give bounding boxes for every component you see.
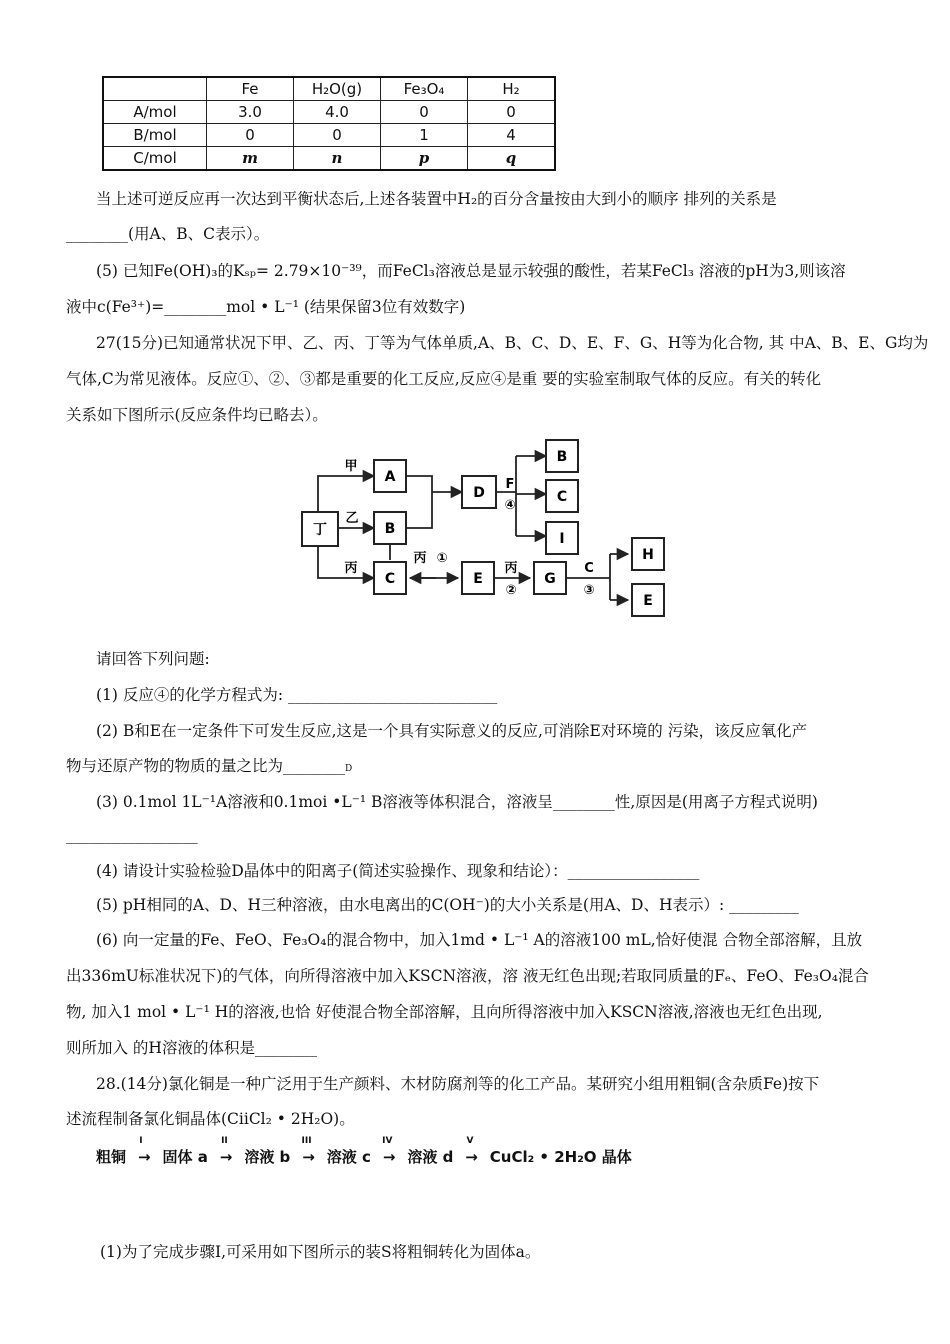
flow-item: CuCl₂ • 2H₂O 晶体 bbox=[489, 1148, 632, 1166]
sub-q1: (1) 反应④的化学方程式为: ___________________________ bbox=[96, 686, 498, 704]
table-header-cell: H₂ bbox=[468, 77, 556, 101]
sub-q6-line4: 则所加入 的H溶液的体积是________ bbox=[66, 1039, 317, 1057]
reaction-data-table bbox=[102, 76, 556, 171]
flow-step-label: V bbox=[466, 1136, 474, 1146]
table-cell: 1 bbox=[381, 124, 468, 147]
q27-line1: 27(15分)已知通常状况下甲、乙、丙、丁等为气体单质,A、B、C、D、E、F、G、H等为化合物, 其 中A、B、E、G均为 bbox=[96, 334, 929, 352]
svg-text:A: A bbox=[384, 469, 396, 485]
node-E bbox=[462, 562, 494, 594]
sub-q2-line2 bbox=[66, 754, 352, 776]
flow-step-label: II bbox=[221, 1136, 228, 1146]
svg-text:B: B bbox=[556, 449, 568, 465]
flow-item: 固体 a bbox=[162, 1148, 208, 1166]
process-flow bbox=[96, 1136, 632, 1167]
svg-text:I: I bbox=[559, 531, 565, 547]
table-row bbox=[103, 124, 555, 147]
edge-ding-A bbox=[318, 476, 374, 512]
table-cell: 0 bbox=[381, 101, 468, 124]
sub-q6-line3: 物, 加入1 mol • L⁻¹ H的溶液,也恰 好使混合物全部溶解，且向所得溶液中加入KSCN溶液,溶液也无红色出现, bbox=[66, 1003, 823, 1021]
flow-step-label: I bbox=[139, 1136, 143, 1146]
q5-line2: 液中c(Fe³⁺)=________mol • L⁻¹ (结果保留3位有效数字) bbox=[66, 298, 466, 316]
svg-text:B: B bbox=[384, 521, 396, 537]
sub-q6-line1: (6) 向一定量的Fe、FeO、Fe₃O₄的混合物中，加入1md • L⁻¹ A的溶液100 mL,恰好使混 合物全部溶解，且放 bbox=[96, 931, 863, 949]
edge-AB-join bbox=[406, 476, 432, 528]
node-G bbox=[534, 562, 566, 594]
edge-label-bing3: 丙 bbox=[504, 561, 518, 576]
node-C bbox=[374, 562, 406, 594]
row-label: B/mol bbox=[103, 124, 207, 147]
edge-label-circle2: ② bbox=[505, 583, 517, 598]
sub-q3-blank: _________________ bbox=[66, 826, 198, 844]
edge-label-C: C bbox=[584, 561, 594, 576]
flow-arrow: II → bbox=[219, 1136, 233, 1166]
table-cell: 0 bbox=[468, 101, 556, 124]
svg-text:H: H bbox=[642, 547, 654, 563]
node-A bbox=[374, 460, 406, 492]
q5-line1: (5) 已知Fe(OH)₃的Kₛₚ= 2.79×10⁻³⁹，而FeCl₃溶液总是显示较强的酸性，若某FeCl₃ 溶液的pH为3,则该溶 bbox=[96, 262, 846, 280]
edge-label-F: F bbox=[505, 477, 515, 492]
flow-item: 溶液 d bbox=[407, 1148, 454, 1166]
svg-text:C: C bbox=[384, 571, 396, 587]
p1-line1: 当上述可逆反应再一次达到平衡状态后,上述各装置中H₂的百分含量按由大到小的顺序 排列的关系是 bbox=[96, 190, 777, 208]
node-H bbox=[632, 538, 664, 570]
svg-text:D: D bbox=[473, 485, 485, 501]
flow-arrow: V → bbox=[465, 1136, 478, 1166]
row-label: A/mol bbox=[103, 101, 207, 124]
ask-line: 请回答下列问题: bbox=[96, 650, 210, 668]
flow-arrow: IV → bbox=[382, 1136, 396, 1166]
edge-label-jia: 甲 bbox=[344, 459, 358, 474]
table-cell: 4.0 bbox=[294, 101, 381, 124]
sub-q6-line2: 出336mU标准状况下)的气体，向所得溶液中加入KSCN溶液，溶 液无红色出现;若取同质量的Fₑ、FeO、Fe₃O₄混合 bbox=[66, 967, 869, 985]
reaction-flow-diagram bbox=[296, 432, 686, 622]
edge-label-circle1: ① bbox=[436, 551, 448, 566]
sub-q4: (4) 请设计实验检验D晶体中的阳离子(简述实验操作、现象和结论）：_________________ bbox=[96, 862, 700, 880]
sub-q2-line1: (2) B和E在一定条件下可发生反应,这是一个具有实际意义的反应,可消除E对环境的 污染，该反应氧化产 bbox=[96, 722, 808, 740]
flow-step-label: IV bbox=[382, 1136, 393, 1146]
svg-text:E: E bbox=[473, 571, 483, 587]
edge-label-bing1: 丙 bbox=[344, 561, 358, 576]
table-row bbox=[103, 101, 555, 124]
edge-label-yi: 乙 bbox=[345, 511, 359, 526]
node-I bbox=[546, 522, 578, 554]
table-cell: 3.0 bbox=[207, 101, 294, 124]
last-line: (1)为了完成步骤I,可采用如下图所示的装S将粗铜转化为固体a。 bbox=[100, 1243, 541, 1261]
svg-text:C: C bbox=[556, 489, 568, 505]
q27-line2: 气体,C为常见液体。反应①、②、③都是重要的化工反应,反应④是重 要的实验室制取气体的反应。有关的转化 bbox=[66, 370, 822, 388]
node-D bbox=[462, 476, 496, 508]
table-cell: p bbox=[381, 147, 468, 171]
table-header-row bbox=[103, 77, 555, 101]
node-ding bbox=[302, 512, 338, 546]
flow-arrow: III → bbox=[301, 1136, 315, 1166]
sub-q2-tail: D bbox=[345, 764, 353, 774]
edge-label-circle4: ④ bbox=[504, 498, 516, 513]
flow-item: 溶液 b bbox=[244, 1148, 291, 1166]
sub-q2-text: 物与还原产物的物质的量之比为________ bbox=[66, 757, 346, 775]
table-header-cell: Fe₃O₄ bbox=[381, 77, 468, 101]
edge-label-circle3: ③ bbox=[583, 583, 595, 598]
table-cell: n bbox=[294, 147, 381, 171]
sub-q3: (3) 0.1mol 1L⁻¹A溶液和0.1moi •L⁻¹ B溶液等体积混合，溶液呈________性,原因是(用离子方程式说明) bbox=[96, 793, 818, 811]
node-C2 bbox=[546, 480, 578, 512]
table-header-cell: Fe bbox=[207, 77, 294, 101]
sub-q5: (5) pH相同的A、D、H三种溶液，由水电离出的C(OH⁻)的大小关系是(用A、D、H表示）: _________ bbox=[96, 896, 799, 914]
table-row bbox=[103, 147, 555, 171]
q28-line2: 述流程制备氯化铜晶体(CiiCl₂ • 2H₂O)。 bbox=[66, 1110, 355, 1128]
q27-line3: 关系如下图所示(反应条件均已略去）。 bbox=[66, 406, 328, 424]
table-header-cell: H₂O(g) bbox=[294, 77, 381, 101]
table-cell: m bbox=[207, 147, 294, 171]
table-cell: 4 bbox=[468, 124, 556, 147]
q28-line1: 28.(14分)氯化铜是一种广泛用于生产颜料、木材防腐剂等的化工产品。某研究小组用粗铜(含杂质Fe)按下 bbox=[96, 1075, 820, 1093]
svg-text:E: E bbox=[643, 593, 653, 609]
edge-label-bing2: 丙 bbox=[413, 551, 427, 566]
table-cell: 0 bbox=[207, 124, 294, 147]
node-B bbox=[374, 512, 406, 544]
node-E2 bbox=[632, 584, 664, 616]
svg-text:G: G bbox=[544, 571, 556, 587]
svg-text:丁: 丁 bbox=[313, 522, 327, 538]
flow-arrow: I → bbox=[137, 1136, 151, 1166]
table-cell: 0 bbox=[294, 124, 381, 147]
flow-step-label: III bbox=[301, 1136, 312, 1146]
flow-item: 溶液 c bbox=[326, 1148, 371, 1166]
row-label: C/mol bbox=[103, 147, 207, 171]
p1-line2: ________(用A、B、C表示）。 bbox=[66, 225, 270, 243]
table-header-cell bbox=[103, 77, 207, 101]
flow-item: 粗铜 bbox=[96, 1148, 127, 1166]
node-B2 bbox=[546, 440, 578, 472]
table-cell: q bbox=[468, 147, 556, 171]
